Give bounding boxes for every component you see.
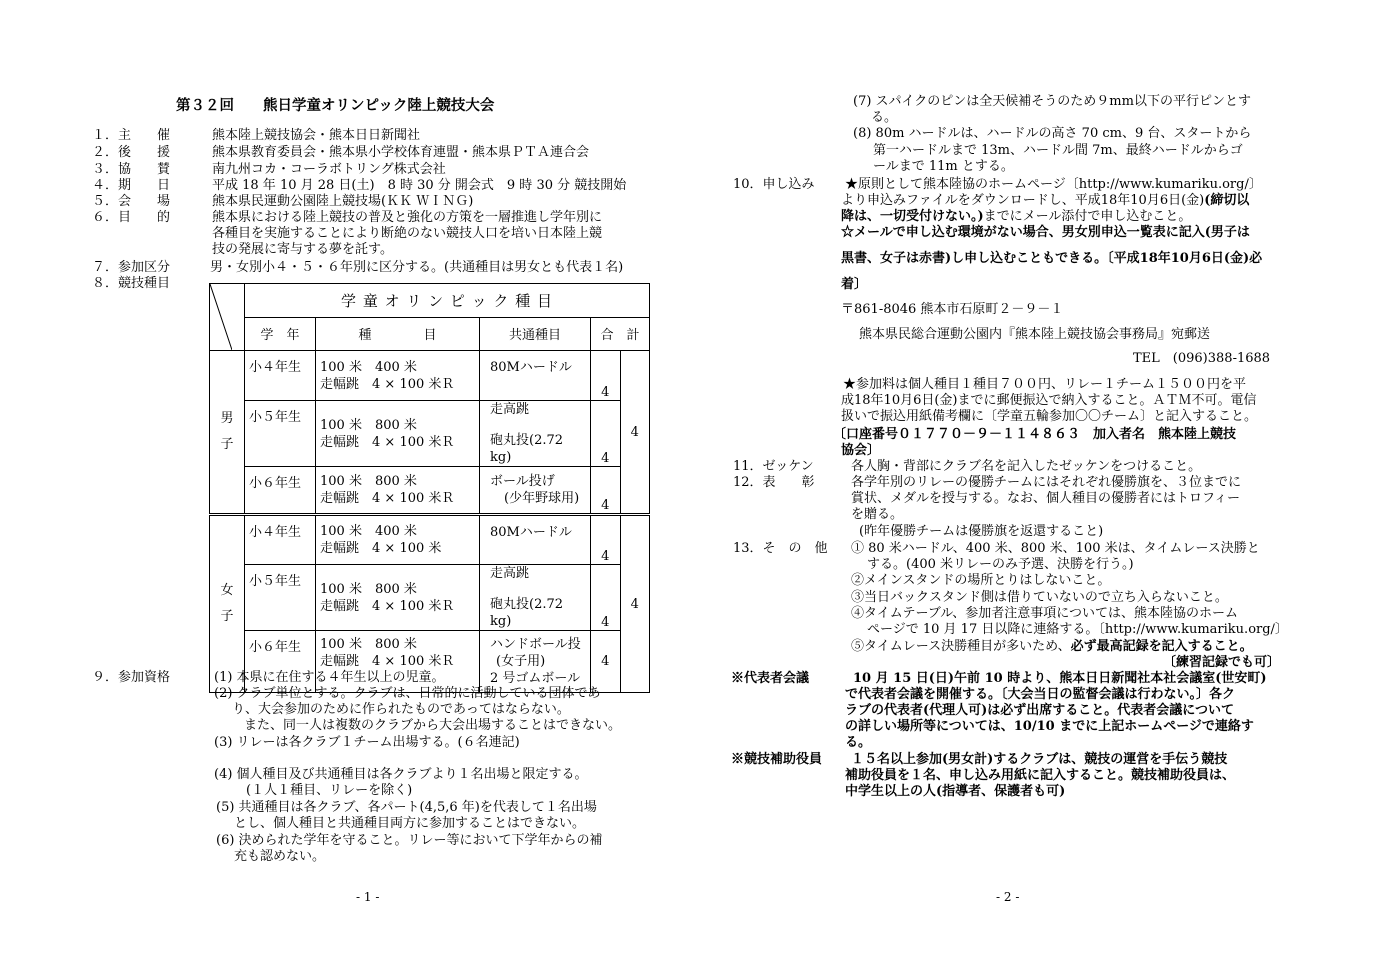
common-cell <box>480 401 591 467</box>
event-line: 走幅跳 4 × 100 米 <box>320 541 442 556</box>
common-cell: 80Mハードル <box>480 515 591 565</box>
header-total: 合 計 <box>591 317 650 351</box>
text-line: (7) スパイクのピンは全天候補そうのため９mm以下の平行ピンとす <box>853 94 1251 109</box>
events-cell <box>316 515 480 565</box>
boys-label: 男 子 <box>210 351 245 515</box>
text-span: までにメール添付で申し込むこと。 <box>983 209 1192 224</box>
text-line: 扱いで振込用紙備考欄に〔学童五輪参加〇〇チーム〕と記入すること。 <box>841 409 1258 424</box>
count-cell: 4 <box>591 631 621 693</box>
item-text: 熊本県における陸上競技の普及と強化の方策を一層推進し学年別に <box>212 210 603 225</box>
text-line: 〔練習記録でも可〕 <box>1163 655 1281 670</box>
common-line: 砲丸投(2.72 kg) <box>490 433 564 465</box>
text-line: ールまで 11m とする。 <box>873 159 1014 174</box>
item-label: ８．競技種目 <box>92 276 171 291</box>
qualification-line: また、同一人は複数のクラブから大会出場することはできない。 <box>244 718 622 733</box>
events-table <box>209 283 650 693</box>
common-line: (少年野球用) <box>504 491 580 506</box>
address-line: 〒861-8046 熊本市石原町２－９－１ <box>841 302 1064 317</box>
grade-cell: 小６年生 <box>245 631 316 693</box>
event-line: 走幅跳 4 × 100 米Ｒ <box>320 654 455 669</box>
item-label: ４．期 日 <box>92 178 171 193</box>
item-text: 技の発展に寄与する夢を託す。 <box>212 242 393 257</box>
common-line: ボール投げ <box>490 474 555 489</box>
section-label: ※競技補助役員 <box>731 752 823 767</box>
common-cell <box>480 565 591 631</box>
text-line: 成18年10月6日(金)までに郵便振込で納入すること。ＡＴＭ不可。電信 <box>841 393 1257 408</box>
text-line: を贈る。 <box>851 507 904 522</box>
text-line: 各学年別のリレーの優勝チームにはそれぞれ優勝旗を、３位までに <box>851 475 1242 490</box>
text-line: で代表者会議を開催する。〔大会当日の監督会議は行わない。〕各ク <box>845 687 1236 702</box>
event-line: 100 米 800 米 <box>320 581 417 597</box>
text-line: 第一ハードルまで 13m、ハードル間 7m、最終ハードルからゴ <box>873 143 1243 158</box>
item-label: ３．協 賛 <box>92 162 171 177</box>
event-line: 100 米 800 米 <box>320 474 417 489</box>
deadline-emphasis: (締切以 <box>1204 193 1250 208</box>
item-text: 平成 18 年 10 月 28 日(土) 8 時 30 分 開会式 9 時 30 分 競技開始 <box>212 178 627 193</box>
common-line: (女子用) <box>496 654 546 669</box>
record-emphasis: 必ず最高記録を記入すること。 <box>1070 639 1253 654</box>
common-line: 走高跳 <box>490 402 530 417</box>
page-title: 第３２回 熊日学童オリンピック陸上競技大会 <box>176 97 495 114</box>
text-line: ②メインスタンドの場所とりはしないこと。 <box>851 573 1111 588</box>
section-label: 13．そ の 他 <box>733 541 828 556</box>
count-cell: 4 <box>591 351 621 401</box>
text-span: より申込みファイルをダウンロードし、平成18年10月6日(金) <box>841 193 1205 208</box>
grade-cell: 小４年生 <box>245 515 316 565</box>
diagonal-cell <box>210 284 245 351</box>
item-text: 南九州コカ・コーラボトリング株式会社 <box>212 162 446 177</box>
address-line: 熊本県民総合運動公園内『熊本陸上競技協会事務局』宛郵送 <box>859 327 1211 342</box>
text-line: (昨年優勝チームは優勝旗を返還すること) <box>859 524 1104 539</box>
qualification-label: ９．参加資格 <box>92 670 171 685</box>
qualification-line: (3) リレーは各クラブ１チーム出場する。(６名連記) <box>214 735 520 750</box>
diagonal-line <box>210 284 232 350</box>
common-line: ハンドボール投 <box>490 637 581 652</box>
common-line: 砲丸投(2.72 kg) <box>490 597 564 629</box>
events-cell <box>316 565 480 631</box>
text-line: 黒書、女子は赤書)し申し込むこともできる。〔平成18年10月6日(金)必 <box>841 251 1263 266</box>
girls-label: 女 子 <box>210 515 245 693</box>
item-text: 男・女別小４・５・６年別に区分する。(共通種目は男女とも代表１名) <box>210 260 624 275</box>
common-cell: 80Mハードル <box>480 351 591 401</box>
qualification-line: (4) 個人種目及び共通種目は各クラブより１名出場と限定する。 <box>214 767 588 782</box>
qualification-line: (2) クラブ単位とする。クラブは、日常的に活動している団体であ <box>214 686 601 701</box>
grade-cell: 小５年生 <box>245 401 316 467</box>
text-line: ページで 10 月 17 日以降に連絡する。〔http://www.kumariku.org/〕 <box>867 622 1288 637</box>
section-label: 10．申し込み <box>733 177 815 192</box>
qualification-line: (１人１種目、リレーを除く) <box>246 783 413 798</box>
grade-cell: 小６年生 <box>245 467 316 515</box>
common-cell <box>480 631 591 693</box>
text-span: ラブの代表者(代理人可)は必ず出席すること。代表者会議につい <box>845 703 1222 718</box>
total-cell: 4 <box>620 351 650 515</box>
text-line: 中学生以上の人(指導者、保護者も可) <box>845 784 1066 799</box>
text-line: る。 <box>871 110 898 125</box>
table-title: 学 童 オ リ ン ピ ッ ク 種 目 <box>245 284 650 318</box>
section-label: ※代表者会議 <box>731 671 810 686</box>
event-line: 100 米 800 米 <box>320 637 417 652</box>
item-text: 熊本県民運動公園陸上競技場(ＫＫ ＷＩＮＧ) <box>212 194 474 209</box>
text-line: 賞状、メダルを授与する。なお、個人種目の優勝者にはトロフィー <box>851 491 1240 506</box>
section-label: 12．表 彰 <box>733 475 815 490</box>
event-line: 走幅跳 4 × 100 米Ｒ <box>320 434 455 450</box>
events-cell <box>316 467 480 515</box>
text-line: 補助役員を１名、申し込み用紙に記入すること。競技補助役員は、 <box>845 768 1236 783</box>
text-line <box>845 703 1234 719</box>
text-line: 着〕 <box>841 277 868 292</box>
text-line: ③当日バックスタンド側は借りていないので立ち入らないこと。 <box>851 590 1228 605</box>
grade-cell: 小４年生 <box>245 351 316 401</box>
qualification-line: (5) 共通種目は各クラブ、各パート(4,5,6 年)を代表して１名出場 <box>216 800 597 815</box>
page-number: - 2 - <box>996 890 1020 904</box>
count-cell: 4 <box>591 401 621 467</box>
text-line: ④タイムテーブル、参加者注意事項については、熊本陸協のホーム <box>851 606 1239 621</box>
common-cell <box>480 467 591 515</box>
events-cell <box>316 401 480 467</box>
text-line: ★参加料は個人種目１種目７００円、リレー１チーム１５００円を平 <box>843 377 1247 392</box>
text-span: て <box>1221 703 1235 718</box>
qualification-line: 充も認めない。 <box>234 849 326 864</box>
count-cell: 4 <box>591 467 621 515</box>
item-label: ２．後 援 <box>92 145 171 160</box>
text-line: 10 月 15 日(日)午前 10 時より、熊本日日新聞社本社会議室(世安町) <box>853 671 1267 686</box>
qualification-line: (6) 決められた学年を守ること。リレー等において下学年からの補 <box>216 833 603 848</box>
deadline-emphasis: 降は、一切受付けない。) <box>841 209 984 224</box>
total-cell: 4 <box>620 515 650 693</box>
item-text: 熊本陸上競技協会・熊本日日新聞社 <box>212 128 421 143</box>
text-line: する。(400 米リレーのみ予選、決勝を行う。) <box>867 557 1134 572</box>
grade-cell: 小５年生 <box>245 565 316 631</box>
text-line <box>851 639 1253 655</box>
text-line <box>841 193 1249 209</box>
item-label: ５．会 場 <box>92 194 171 209</box>
header-grade: 学 年 <box>245 317 316 351</box>
item-label: ６．目 的 <box>92 210 171 225</box>
event-line: 走幅跳 4 × 100 米Ｒ <box>320 376 455 392</box>
events-cell <box>316 351 480 401</box>
common-line: 2 号ゴムボール <box>490 671 581 686</box>
text-line: ★原則として熊本陸協のホームページ〔http://www.kumariku.org/〕 <box>845 177 1262 192</box>
item-text: 各種目を実施することにより断絶のない競技人口を培い日本陸上競 <box>212 226 603 241</box>
text-line: 各人胸・背部にクラブ名を記入したゼッケンをつけること。 <box>851 459 1202 474</box>
text-span: ⑤タイムレース決勝種目が多いため、 <box>851 639 1071 654</box>
qualification-line: とし、個人種目と共通種目両方に参加することはできない。 <box>234 816 586 831</box>
text-line: ☆メールで申し込む環境がない場合、男女別申込一覧表に記入(男子は <box>841 225 1250 240</box>
text-line: １５名以上参加(男女計)するクラブは、競技の運営を手伝う競技 <box>851 752 1228 767</box>
count-cell: 4 <box>591 515 621 565</box>
event-line: 100 米 400 米 <box>320 524 417 539</box>
text-line: 〔口座番号０１７７０－９－１１４８６３ 加入者名 熊本陸上競技 <box>833 427 1237 442</box>
event-line: 走幅跳 4 × 100 米Ｒ <box>320 491 455 506</box>
item-label: ７．参加区分 <box>92 260 171 275</box>
page-number: - 1 - <box>356 890 380 904</box>
item-text: 熊本県教育委員会・熊本県小学校体育連盟・熊本県ＰＴＡ連合会 <box>212 145 590 160</box>
phone-number: TEL (096)388-1688 <box>1133 351 1271 366</box>
event-line: 走幅跳 4 × 100 米Ｒ <box>320 598 455 614</box>
text-line <box>841 209 1191 225</box>
header-common: 共通種目 <box>480 317 591 351</box>
qualification-line: (1) 本県に在住する４年生以上の児童。 <box>214 670 445 685</box>
text-line: 協会〕 <box>841 443 881 458</box>
header-events: 種 目 <box>316 317 480 351</box>
item-label: １．主 催 <box>92 128 171 143</box>
count-cell: 4 <box>591 565 621 631</box>
text-line: る。 <box>845 735 872 750</box>
text-line: (8) 80m ハードルは、ハードルの高さ 70 cm、9 台、スタートから <box>853 126 1252 141</box>
section-label: 11．ゼッケン <box>733 459 814 474</box>
common-line: 走高跳 <box>490 566 530 581</box>
text-line: ① 80 米ハードル、400 米、800 米、100 米は、タイムレース決勝と <box>851 541 1260 556</box>
event-line: 100 米 400 米 <box>320 359 417 375</box>
qualification-line: り、大会参加のために作られたものであってはならない。 <box>232 702 570 717</box>
text-line: の詳しい場所等については、10/10 までに上記ホームページで連絡す <box>845 719 1254 734</box>
event-line: 100 米 800 米 <box>320 417 417 433</box>
